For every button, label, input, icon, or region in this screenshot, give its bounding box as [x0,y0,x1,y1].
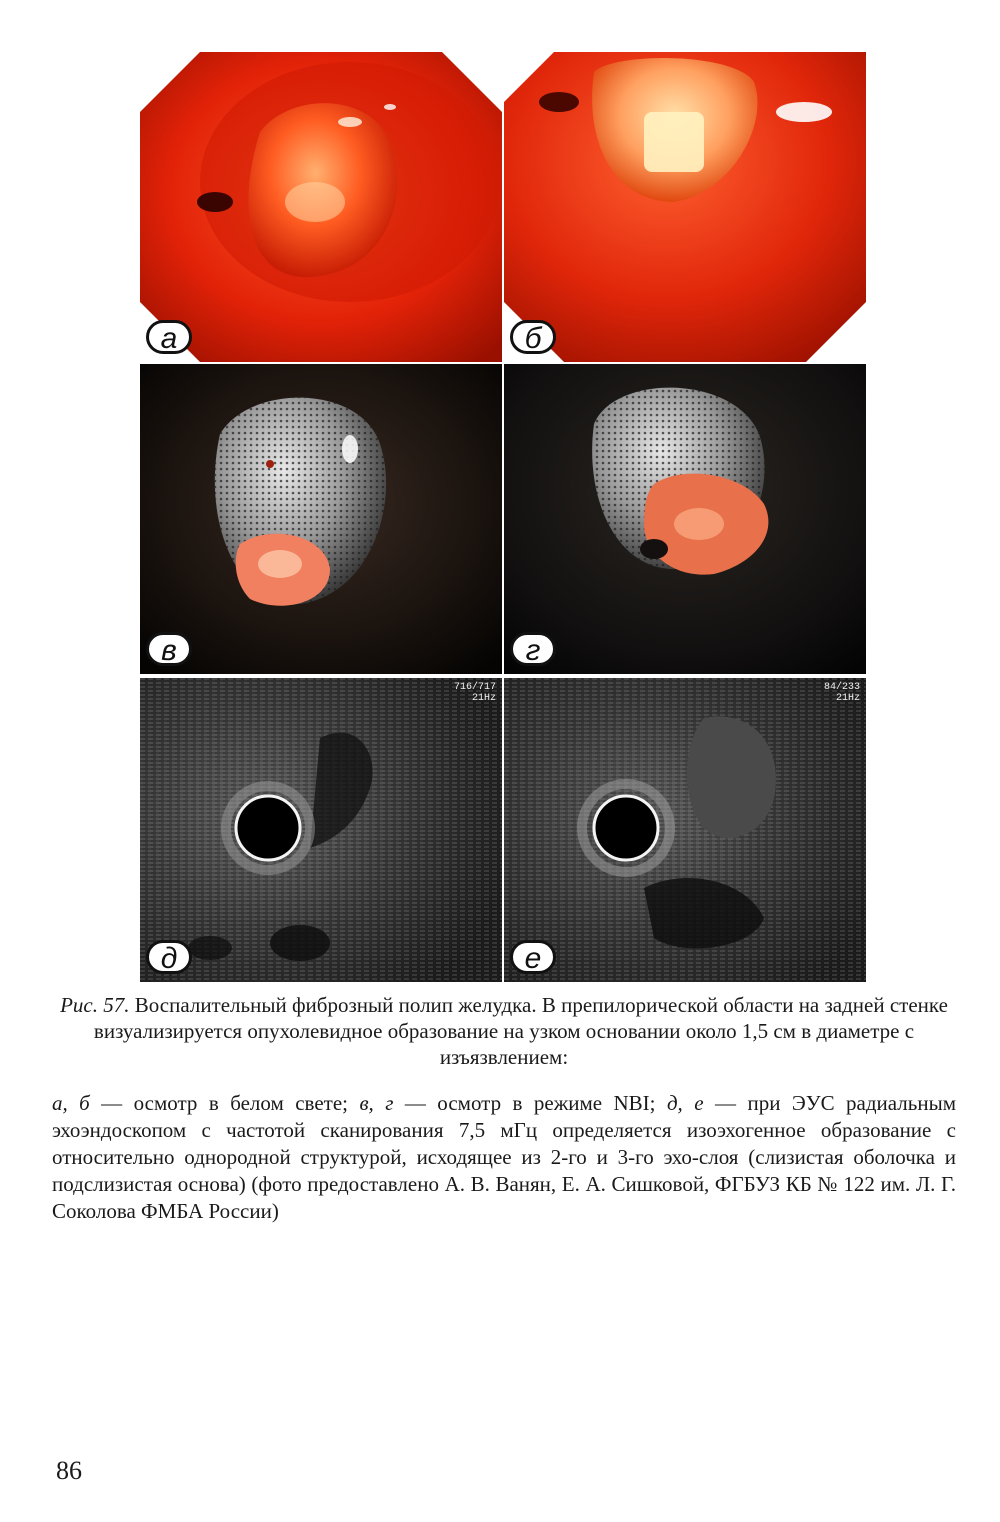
panel-label-e: д [146,940,192,974]
panel-label-b: б [510,320,556,354]
legend-panels-de: д, е [666,1091,704,1115]
legend-panels-ab: а, б [52,1091,90,1115]
figure-number: Рис. 57. [60,993,130,1017]
figure-legend [52,1090,956,1225]
legend-text-ab: — осмотр в белом свете; [89,1091,360,1115]
endoscopy-panel-d [504,364,866,674]
eus-ultrasound-image [140,676,502,982]
page-number: 86 [56,1456,82,1485]
endoscopy-panel-a [140,52,502,362]
endoscopy-panel-b [504,52,866,362]
legend-text-de: — при ЭУС радиальным эхоэндоскопом с частотой сканирования 7,5 мГц определяется изоэхогенное образование с относительно однородной структурой, исходящее из 2-го и 3-го эхо-слоя (слизистая оболочка и подслизистая основа) (фото предоставлено А. В. Ванян, Е. А. Сишковой, ФГБУЗ КБ № 122 им. Л. Г. Соколова ФМБА России) [52,1091,956,1223]
legend-text-vg: — осмотр в режиме NBI; [393,1091,667,1115]
panel-label-c: в [146,632,192,666]
figure-57 [140,52,866,982]
panel-label-f: е [510,940,556,974]
eus-frame-readout: 84/233 21Hz [823,682,860,704]
eus-ultrasound-image [504,676,866,982]
eus-panel-f [504,676,866,982]
endoscopy-nbi-image [504,364,866,674]
endoscopy-nbi-image [140,364,502,674]
endoscopy-white-light-image [504,52,866,362]
figure-caption [52,992,956,1070]
endoscopy-white-light-image [140,52,502,362]
eus-panel-e [140,676,502,982]
endoscopy-panel-c [140,364,502,674]
panel-label-d: г [510,632,556,666]
legend-panels-vg: в, г [359,1091,394,1115]
caption-text: Воспалительный фиброзный полип желудка. В препилорической области на задней стенке визуализируется опухолевидное образование на узком основании около 1,5 см в диаметре с изъязвлением: [93,993,948,1069]
panel-label-a: а [146,320,192,354]
eus-frame-readout: 716/717 21Hz [453,682,496,704]
